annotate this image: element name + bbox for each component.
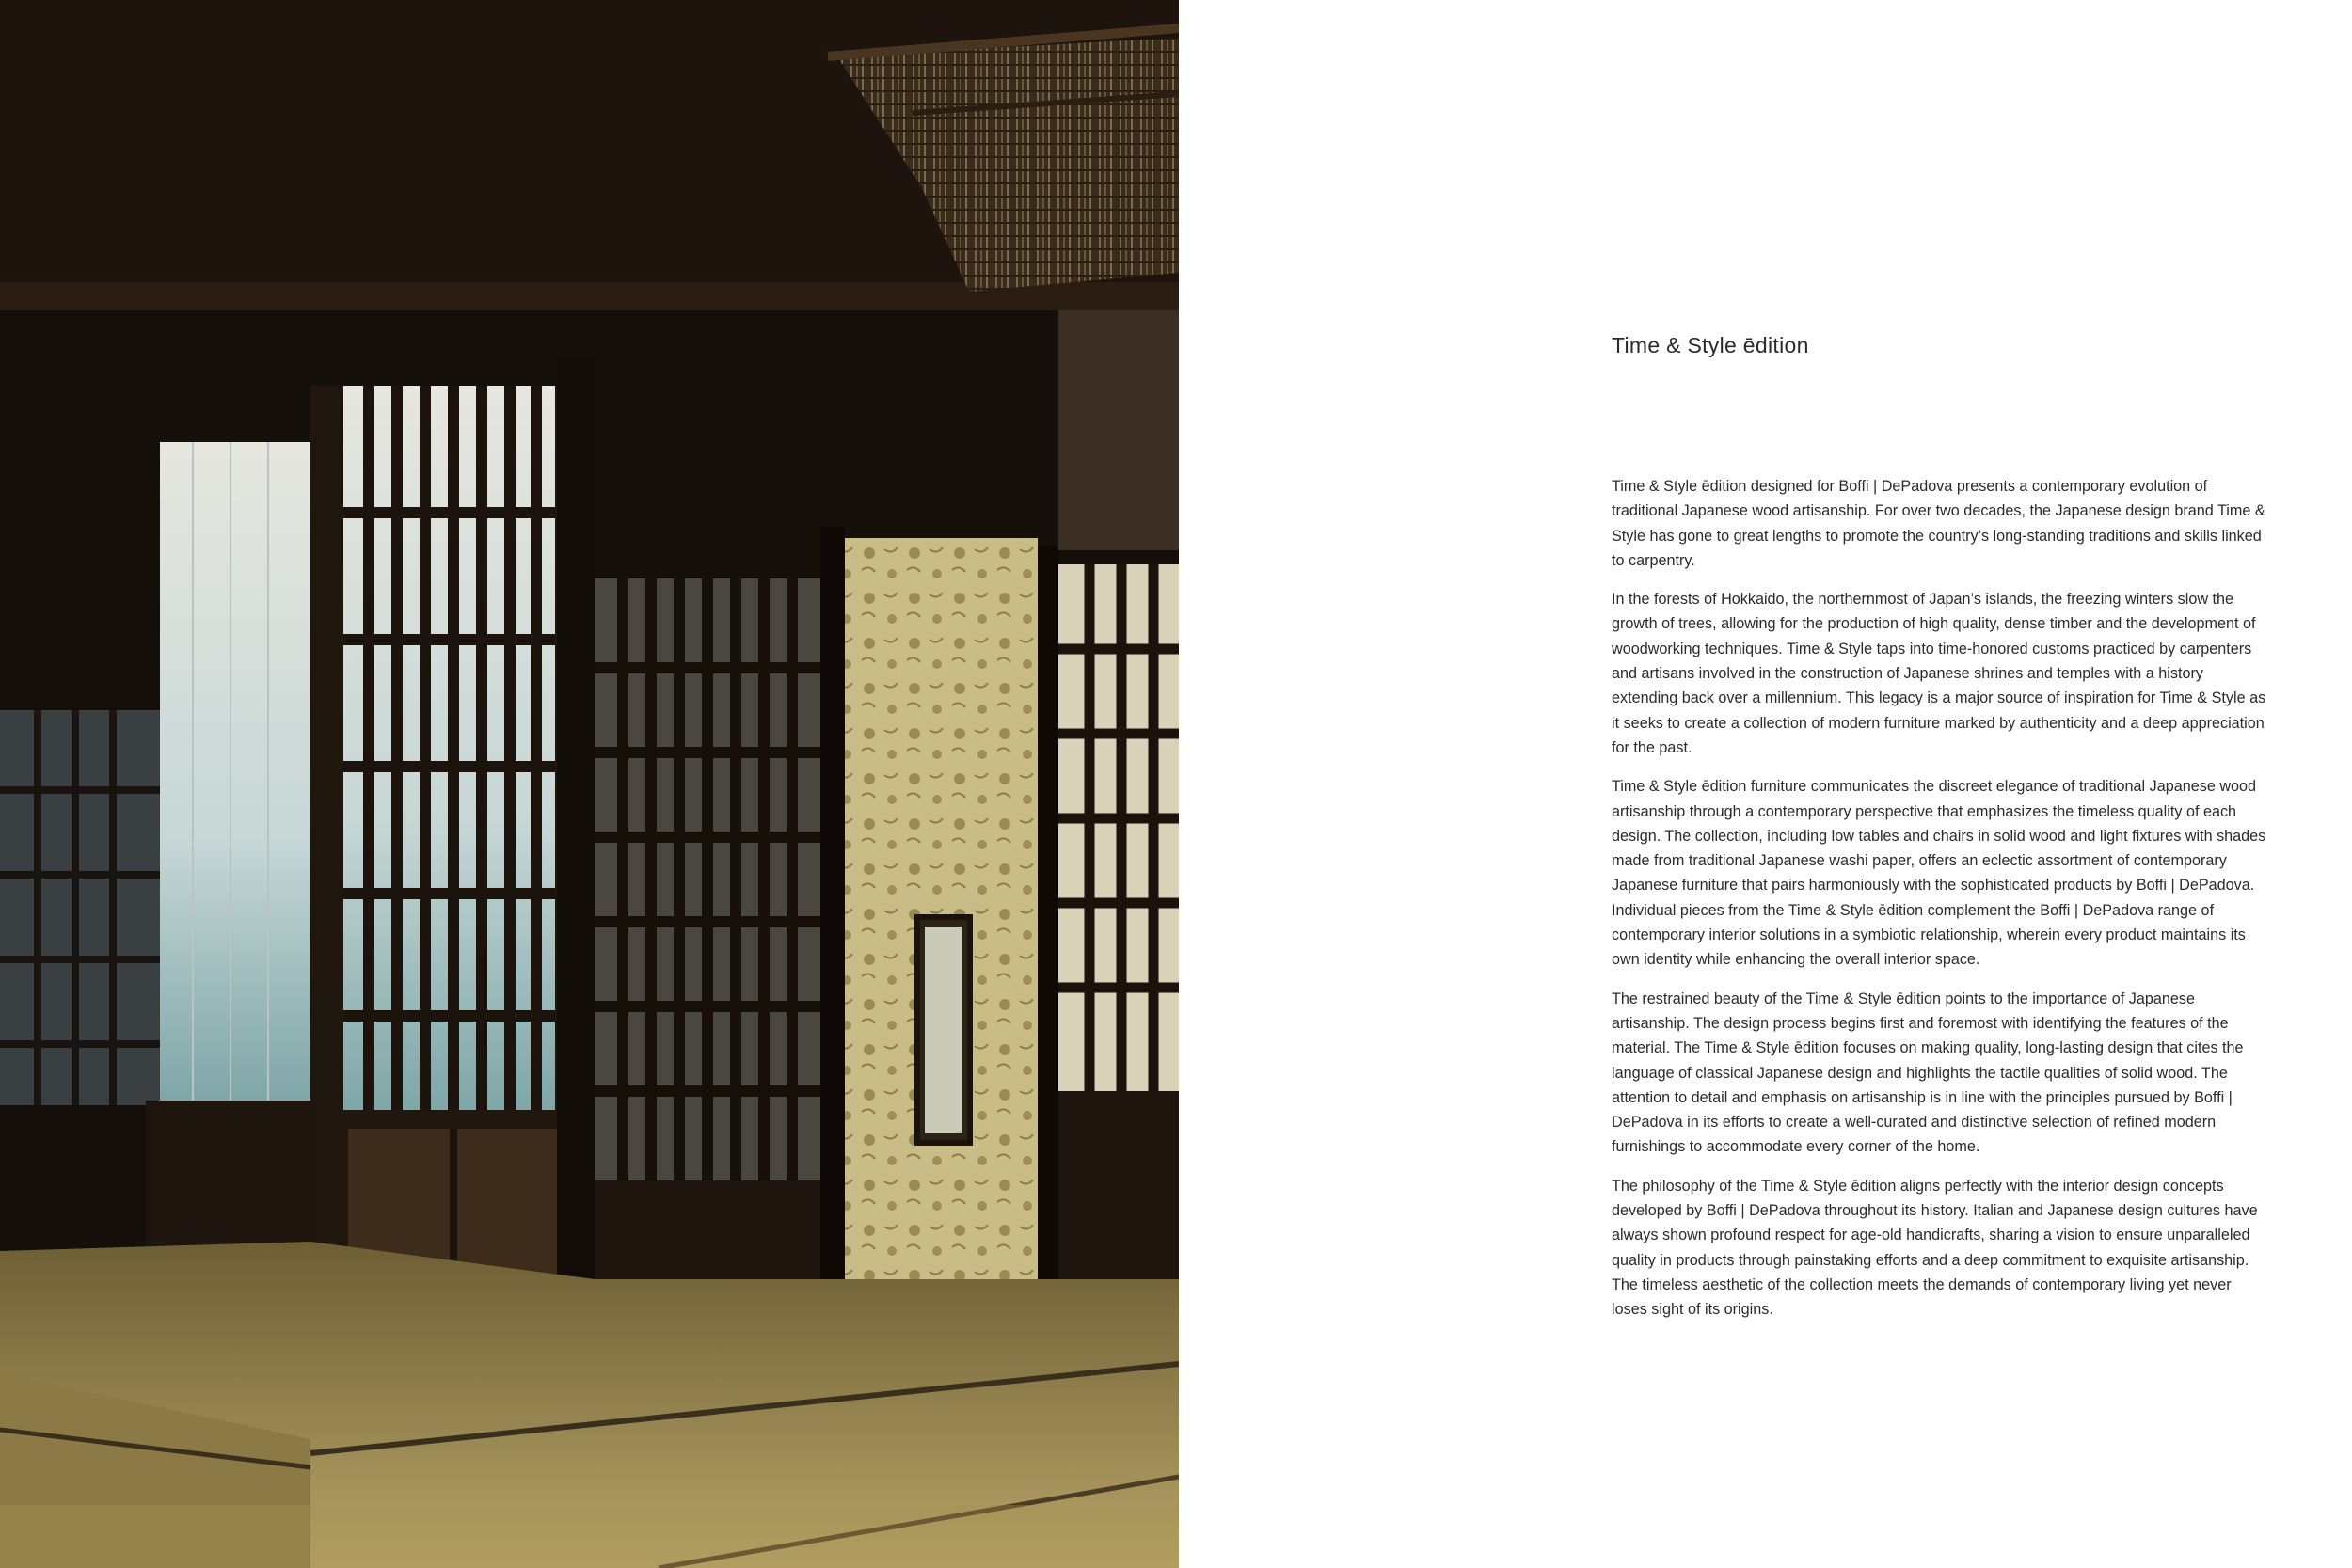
paragraph: Time & Style ēdition furniture communicates the discreet elegance of traditional Japanese wood artisanship through a contemporary perspective that emphasizes the timeless quality of each design. The collection, including low tables and chairs in solid wood and light fixtures with shades made from traditional Japanese washi paper, offers an eclectic assortment of contemporary Japanese furniture that pairs harmoniously with the sophisticated products by Boffi | DePadova. Individual pieces from the Time & Style ēdition complement the Boffi | DePadova range of contemporary interior solutions in a symbiotic relationship, wherein every product maintains its own identity while enhancing the overall interior space.	[1612, 778, 2266, 969]
paragraph: The philosophy of the Time & Style ēdition aligns perfectly with the interior design concepts developed by Boffi | DePadova throughout its history. Italian and Japanese design cultures have always shown profound respect for age-old handicrafts, sharing a vision to ensure unparalleled quality in products through painstaking efforts and a deep commitment to exquisite artisanship. The timeless aesthetic of the collection meets the demands of contemporary living yet never loses sight of its origins.	[1612, 1177, 2258, 1319]
text-page	[1179, 0, 2352, 1568]
paragraph: In the forests of Hokkaido, the northernmost of Japan’s islands, the freezing winters slow the growth of trees, allowing for the production of high quality, dense timber and the development of woodworking techniques. Time & Style taps into time-honored customs practiced by carpenters and artisans involved in the construction of Japanese shrines and temples with a history extending back over a millennium. This legacy is a major source of inspiration for Time & Style as it seeks to create a collection of modern furniture marked by authenticity and a deep appreciation for the past.	[1612, 591, 2266, 756]
body-text	[1612, 474, 2270, 1337]
page-heading: Time & Style ēdition	[1612, 333, 1809, 357]
paragraph: The restrained beauty of the Time & Style ēdition points to the importance of Japanese artisanship. The design process begins first and foremost with identifying the features of the material. The Time & Style ēdition focuses on making quality, long-lasting design that cites the language of classical Japanese design and highlights the tactile qualities of solid wood. The attention to detail and emphasis on artisanship is in line with the principles pursued by Boffi | DePadova in its efforts to create a well-curated and distinctive selection of refined modern furnishings to accommodate every corner of the home.	[1612, 990, 2244, 1156]
paragraph: Time & Style ēdition designed for Boffi | DePadova presents a contemporary evolution of traditional Japanese wood artisanship. For over two decades, the Japanese design brand Time & Style has gone to great lengths to promote the country’s long-standing traditions and skills linked to carpentry.	[1612, 478, 2265, 569]
